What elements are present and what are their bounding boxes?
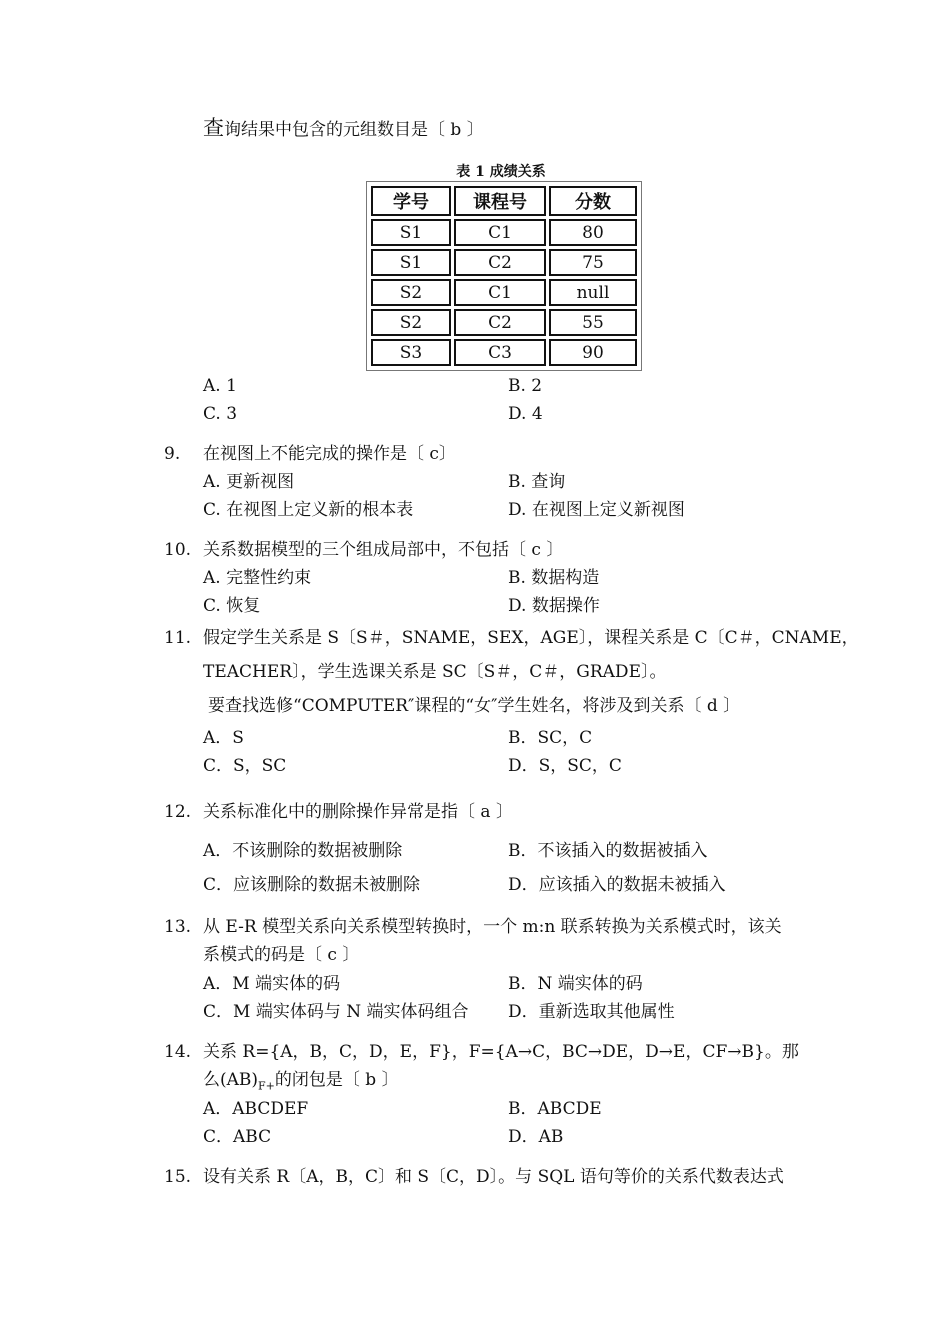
q14-stem-line1: 关系 R={A，B，C，D，E，F}，F={A→C，BC→DE，D→E，CF→B}。那: [203, 1042, 799, 1062]
q14-number: 14.: [164, 1042, 192, 1062]
table-cell: C1: [454, 279, 546, 306]
q13-option-a: A．M 端实体的码: [203, 974, 341, 994]
q12-number: 12.: [164, 802, 192, 822]
q9-option-b: B. 查询: [508, 472, 566, 492]
q13-option-d: D．重新选取其他属性: [508, 1002, 675, 1022]
table-cell: S1: [371, 219, 451, 246]
q8-option-b: B. 2: [508, 376, 543, 396]
table-row: [371, 279, 637, 306]
table-row: [371, 339, 637, 366]
q8-stem: [203, 116, 484, 141]
q11-number: 11.: [164, 628, 192, 648]
q14-option-b: B．ABCDE: [508, 1099, 602, 1119]
q14-option-c: C．ABC: [203, 1127, 272, 1147]
q10-option-c: C. 恢复: [203, 596, 261, 616]
q10-option-d: D. 数据操作: [508, 596, 600, 616]
table-cell: C2: [454, 309, 546, 336]
q11-option-b: B．SC，C: [508, 728, 593, 748]
q12-stem: 关系标准化中的删除操作异常是指〔 a 〕: [203, 802, 513, 822]
q8-option-a: A. 1: [203, 376, 237, 396]
table-header-cell: 课程号: [454, 186, 546, 216]
q10-option-a: A. 完整性约束: [203, 568, 312, 588]
q13-option-b: B．N 端实体的码: [508, 974, 643, 994]
q9-option-c: C. 在视图上定义新的根本表: [203, 500, 414, 520]
q14-closure-expression: 么(AB): [203, 1070, 259, 1090]
q13-number: 13.: [164, 917, 192, 937]
q13-stem-line1: 从 E-R 模型关系向关系模型转换时，一个 m:n 联系转换为关系模式时，该关: [203, 917, 782, 937]
table-cell: S1: [371, 249, 451, 276]
q15-stem: 设有关系 R〔A，B，C〕和 S〔C，D〕。与 SQL 语句等价的关系代数表达式: [203, 1167, 784, 1187]
q11-option-a: A．S: [203, 728, 244, 748]
table-cell: 75: [549, 249, 637, 276]
q10-option-b: B. 数据构造: [508, 568, 600, 588]
q8-stem-first-char: 查: [203, 116, 224, 140]
q10-stem: 关系数据模型的三个组成局部中，不包括〔 c 〕: [203, 540, 564, 560]
q14-option-d: D．AB: [508, 1127, 564, 1147]
table-cell: 90: [549, 339, 637, 366]
table-cell: 55: [549, 309, 637, 336]
q12-option-b: B．不该插入的数据被插入: [508, 841, 708, 861]
q13-stem-line2: 系模式的码是〔 c 〕: [203, 945, 360, 965]
q14-stem-line2: [203, 1070, 399, 1093]
table-cell: C1: [454, 219, 546, 246]
q15-number: 15.: [164, 1167, 192, 1187]
table-header-cell: 分数: [549, 186, 637, 216]
q10-number: 10.: [164, 540, 192, 560]
q11-option-d: D．S，SC，C: [508, 756, 622, 776]
q11-option-c: C．S，SC: [203, 756, 287, 776]
table-header-cell: 学号: [371, 186, 451, 216]
q9-option-a: A. 更新视图: [203, 472, 295, 492]
table-row: [371, 219, 637, 246]
q9-stem: 在视图上不能完成的操作是〔 c〕: [203, 444, 456, 464]
q14-closure-subscript: F+: [258, 1079, 275, 1093]
q11-stem-line3: 要查找选修“COMPUTER″课程的“女″学生姓名，将涉及到关系〔 d 〕: [208, 696, 741, 716]
table-row: [371, 309, 637, 336]
q8-stem-text: 询结果中包含的元组数目是〔 b 〕: [224, 120, 484, 140]
q11-stem-line1: 假定学生关系是 S〔S＃，SNAME，SEX，AGE〕，课程关系是 C〔C＃，CNAME，: [203, 628, 859, 648]
table-cell: C3: [454, 339, 546, 366]
table-cell: S2: [371, 309, 451, 336]
q11-stem-line2: TEACHER〕，学生选课关系是 SC〔S＃，C＃，GRADE〕。: [203, 662, 667, 682]
q14-stem-text: 的闭包是〔 b 〕: [274, 1070, 399, 1090]
q9-number: 9.: [164, 444, 181, 464]
q9-option-d: D. 在视图上定义新视图: [508, 500, 685, 520]
q14-option-a: A．ABCDEF: [203, 1099, 309, 1119]
table-cell: S3: [371, 339, 451, 366]
q8-option-d: D. 4: [508, 404, 543, 424]
grade-table: [366, 181, 642, 371]
q12-option-c: C．应该删除的数据未被删除: [203, 875, 421, 895]
table-cell: 80: [549, 219, 637, 246]
table-caption: 表 1 成绩关系: [456, 164, 546, 180]
table-cell: null: [549, 279, 637, 306]
q12-option-a: A．不该删除的数据被删除: [203, 841, 403, 861]
table-cell: S2: [371, 279, 451, 306]
q8-option-c: C. 3: [203, 404, 238, 424]
table-cell: C2: [454, 249, 546, 276]
table-row: [371, 249, 637, 276]
q13-option-c: C．M 端实体码与 N 端实体码组合: [203, 1002, 469, 1022]
q12-option-d: D．应该插入的数据未被插入: [508, 875, 726, 895]
